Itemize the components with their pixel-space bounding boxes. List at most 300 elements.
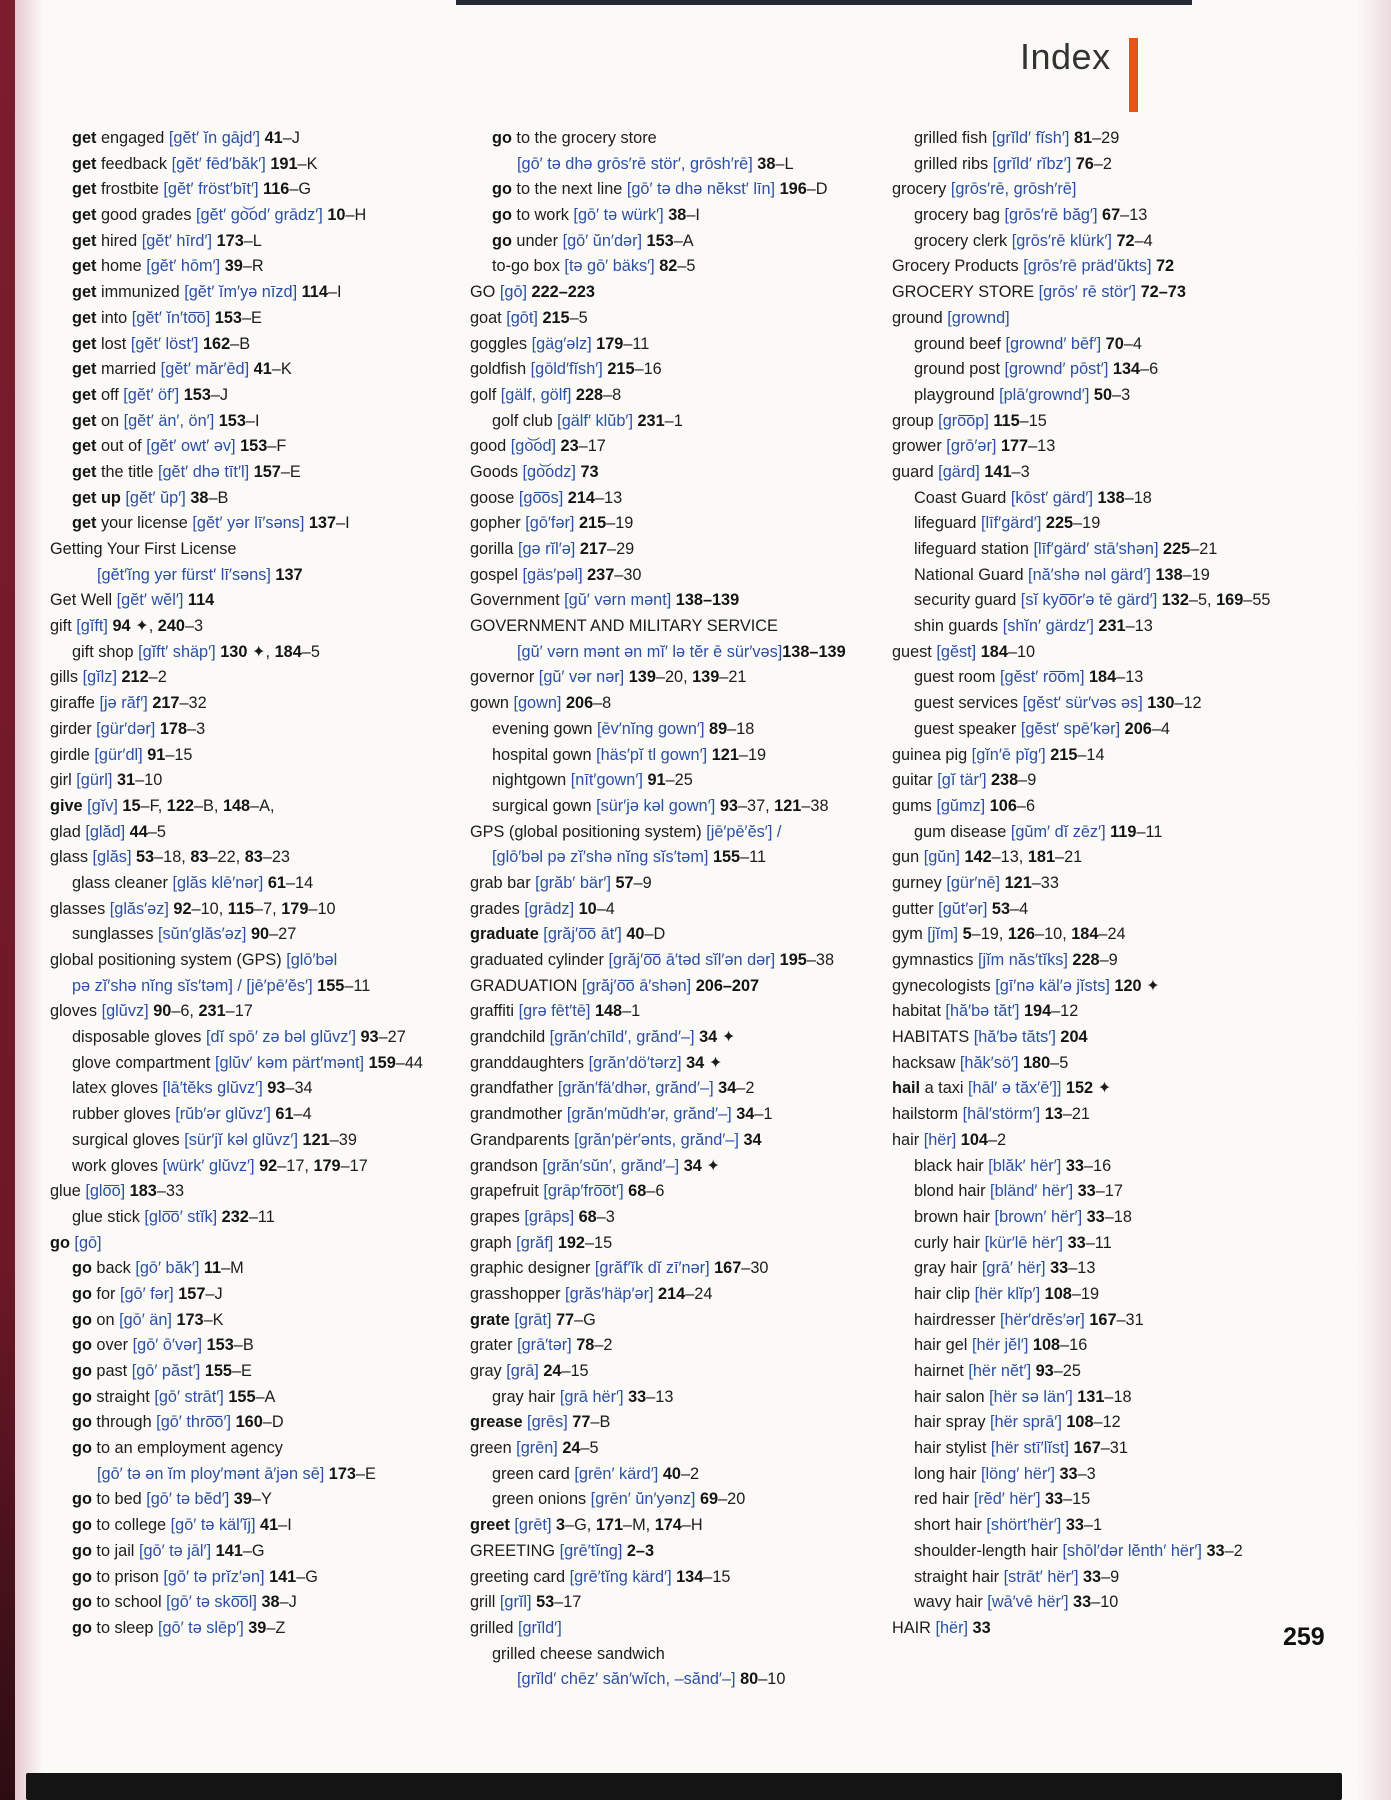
entry-term-or-page-ref: 69: [699, 1490, 719, 1509]
entry-text: feedback: [96, 154, 172, 173]
entry-term-or-page-ref: 225: [1045, 514, 1074, 533]
entry-pronunciation: [gĕt′ öf′]: [123, 385, 184, 404]
entry-text: ✦: [717, 1028, 736, 1047]
entry-text: –4: [1151, 719, 1170, 738]
index-entry: [892, 357, 1372, 383]
entry-term-or-page-ref: 228: [575, 385, 604, 404]
entry-text: hairdresser: [914, 1310, 1000, 1329]
entry-text: shin guards: [914, 617, 1003, 636]
entry-text: hair stylist: [914, 1439, 991, 1458]
entry-text: –5,: [1188, 591, 1217, 610]
entry-pronunciation: [grādz]: [524, 899, 579, 918]
entry-pronunciation: [gō′ tə sko͞ol]: [166, 1593, 262, 1612]
index-entry: [470, 1590, 882, 1616]
entry-term-or-page-ref: 231: [1098, 617, 1126, 636]
entry-pronunciation: [gō′ păst′]: [131, 1362, 205, 1380]
entry-pronunciation: [gō′ tə dhə nĕkst′ līn]: [626, 180, 780, 199]
entry-text: –11: [344, 976, 371, 995]
entry-text: –5: [1050, 1053, 1069, 1072]
entry-text: graphic designer: [470, 1259, 595, 1278]
entry-term-or-page-ref: 141: [215, 1541, 243, 1560]
entry-term-or-page-ref: 13: [1044, 1105, 1063, 1124]
entry-text: –30: [741, 1259, 769, 1278]
entry-pronunciation: [grēs]: [527, 1413, 573, 1432]
entry-pronunciation: [hër sə län′]: [989, 1387, 1078, 1406]
entry-text: –31: [1100, 1439, 1128, 1458]
entry-text: –A: [255, 1387, 276, 1406]
entry-term-or-page-ref: hail: [892, 1079, 921, 1098]
index-entry: [892, 820, 1372, 846]
entry-term-or-page-ref: 33: [1059, 1464, 1078, 1483]
entry-pronunciation: [grĭld′ chēz′ săn′wĭch, –sănd′–]: [517, 1670, 741, 1689]
entry-text: ground: [892, 308, 948, 327]
index-entry: [892, 743, 1372, 769]
entry-text: hair salon: [914, 1387, 990, 1406]
entry-pronunciation: pə zĭ′shə nĭng sĭs′təm] / [jē′pē′ĕs′]: [72, 976, 318, 995]
index-column-3: [892, 126, 1372, 1642]
entry-term-or-page-ref: get: [72, 411, 97, 430]
entry-pronunciation: [hër klĭp′]: [974, 1284, 1045, 1303]
entry-text: –19: [606, 514, 634, 533]
entry-term-or-page-ref: 83: [190, 848, 209, 867]
entry-term-or-page-ref: go: [72, 1362, 92, 1380]
index-entry: [50, 640, 462, 666]
entry-term-or-page-ref: get: [72, 360, 97, 379]
index-entry: [892, 563, 1372, 589]
entry-text: golf club: [492, 411, 558, 430]
entry-text: –6: [1016, 796, 1036, 815]
entry-pronunciation: [gĕst′ ro͞om]: [999, 668, 1089, 687]
index-entry: [50, 434, 462, 460]
entry-text: –13: [1028, 437, 1056, 456]
entry-text: –2: [594, 1336, 613, 1355]
entry-term-or-page-ref: 206–207: [695, 976, 760, 995]
entry-pronunciation: [grăn′sŭn′, grănd′–]: [542, 1156, 684, 1175]
entry-pronunciation: [gōt]: [506, 308, 543, 327]
index-entry: [470, 460, 882, 486]
entry-pronunciation: [gür′dər]: [96, 719, 160, 738]
entry-term-or-page-ref: 157: [253, 462, 281, 481]
entry-text: –9: [1018, 771, 1037, 790]
entry-pronunciation: [grēn′ kärd′]: [574, 1464, 663, 1483]
index-entry: [892, 203, 1372, 229]
entry-term-or-page-ref: 132: [1161, 591, 1189, 610]
index-entry: [470, 871, 882, 897]
entry-term-or-page-ref: 157: [178, 1284, 206, 1303]
index-entry: [470, 126, 882, 152]
entry-term-or-page-ref: 31: [116, 771, 136, 790]
entry-text: –15: [1019, 411, 1047, 430]
index-entry: [470, 717, 882, 743]
entry-term-or-page-ref: get: [72, 462, 97, 481]
entry-text: –19: [1182, 565, 1210, 584]
entry-term-or-page-ref: 215: [1050, 745, 1078, 764]
entry-text: good: [470, 437, 511, 456]
index-entry: [470, 1462, 882, 1488]
entry-term-or-page-ref: 61: [275, 1105, 294, 1124]
entry-pronunciation: [grĭld′ fĭsh′]: [991, 129, 1074, 147]
entry-text: –17: [225, 1002, 253, 1021]
entry-pronunciation: [gälf, gölf]: [500, 385, 576, 404]
entry-pronunciation: [hăk′sö′]: [959, 1053, 1023, 1072]
entry-text: ✦,: [130, 617, 158, 636]
entry-term-or-page-ref: 24: [562, 1439, 581, 1458]
entry-text: greeting card: [470, 1567, 570, 1586]
entry-text: –1: [1083, 1516, 1103, 1535]
entry-term-or-page-ref: 2–3: [626, 1541, 655, 1560]
entry-text: green: [470, 1439, 517, 1458]
entry-text: –38: [806, 951, 834, 969]
entry-text: –A,: [250, 796, 275, 815]
entry-text: –D: [262, 1413, 284, 1432]
entry-text: under: [511, 231, 563, 250]
entry-text: –17: [1095, 1182, 1123, 1201]
index-entry: [470, 1025, 882, 1051]
entry-pronunciation: [gĕt′ wĕl′]: [116, 591, 188, 610]
index-entry: [892, 1462, 1372, 1488]
entry-text: –15: [1063, 1490, 1091, 1509]
entry-term-or-page-ref: 180: [1023, 1053, 1051, 1072]
entry-text: –6: [1140, 360, 1159, 379]
index-entry: [892, 1436, 1372, 1462]
entry-pronunciation: [gĭn′ē pĭg′]: [971, 745, 1051, 764]
entry-pronunciation: [gŭ′ vər nər]: [538, 668, 629, 687]
entry-pronunciation: [hër′drĕs′ər]: [999, 1310, 1090, 1329]
entry-text: grocery clerk: [914, 231, 1012, 250]
entry-text: –34: [285, 1079, 313, 1098]
entry-text: –B: [233, 1336, 254, 1355]
entry-term-or-page-ref: 184: [1089, 668, 1117, 687]
entry-term-or-page-ref: 34: [683, 1156, 702, 1175]
entry-term-or-page-ref: grate: [470, 1310, 510, 1329]
entry-text: hair spray: [914, 1413, 991, 1432]
entry-term-or-page-ref: 114: [187, 591, 215, 610]
entry-text: group: [892, 411, 939, 430]
entry-text: engaged: [96, 129, 169, 147]
index-entry: [470, 1487, 882, 1513]
entry-term-or-page-ref: go: [492, 180, 512, 199]
entry-pronunciation: [gō′ tə würk′]: [573, 206, 669, 225]
entry-pronunciation: [gälf′ klŭb′]: [557, 411, 638, 430]
entry-text: a taxi: [920, 1079, 969, 1098]
index-column-1: [50, 126, 462, 1642]
entry-pronunciation: [gĕt′ fēd′băk′]: [171, 154, 271, 173]
entry-term-or-page-ref: 191: [270, 154, 298, 173]
entry-text: gift: [50, 617, 77, 636]
entry-term-or-page-ref: 204: [1060, 1028, 1088, 1047]
entry-text: Get Well: [50, 591, 117, 610]
entry-text: hailstorm: [892, 1105, 963, 1124]
entry-text: ✦: [1093, 1079, 1112, 1098]
entry-text: surgical gown: [492, 796, 597, 815]
entry-pronunciation: [grăf′ĭk dĭ zī′nər]: [594, 1259, 715, 1278]
index-entry: [50, 1256, 462, 1282]
page-bottom-edge: [26, 1773, 1342, 1800]
entry-term-or-page-ref: 34: [686, 1053, 705, 1072]
entry-term-or-page-ref: get: [72, 180, 97, 199]
index-entry: [470, 1436, 882, 1462]
index-entry: [50, 1385, 462, 1411]
entry-text: –15: [165, 745, 193, 764]
entry-term-or-page-ref: 153: [646, 231, 674, 250]
index-entry: [892, 1102, 1372, 1128]
entry-text: –A: [673, 231, 694, 250]
entry-term-or-page-ref: 196: [779, 180, 807, 199]
entry-pronunciation: [hër jĕl′]: [971, 1336, 1033, 1355]
entry-text: –25: [665, 771, 693, 790]
entry-text: –E: [241, 308, 262, 327]
entry-text: black hair: [914, 1156, 989, 1175]
index-entry: [50, 126, 462, 152]
entry-text: glasses: [50, 899, 110, 918]
index-entry: [50, 999, 462, 1025]
entry-term-or-page-ref: 93: [719, 796, 738, 815]
entry-text: gorilla: [470, 540, 518, 558]
entry-text: –1: [664, 411, 683, 430]
index-entry: [50, 1051, 462, 1077]
index-entry: [470, 229, 882, 255]
entry-text: gum disease: [914, 822, 1011, 841]
entry-pronunciation: [sĭ kyo͞or′ə tē gärd′]: [1020, 591, 1162, 610]
entry-pronunciation: [tə gō′ bäks′]: [564, 257, 660, 276]
entry-term-or-page-ref: 120: [1114, 976, 1142, 995]
entry-pronunciation: [grā hër′]: [559, 1387, 629, 1406]
entry-term-or-page-ref: 39: [248, 1618, 267, 1637]
index-entry: [470, 1642, 882, 1668]
index-entry: [470, 486, 882, 512]
entry-text: lost: [96, 334, 131, 353]
entry-pronunciation: [rĕd′ hër′]: [973, 1490, 1045, 1509]
index-entry: [470, 434, 882, 460]
entry-text: –37,: [737, 796, 775, 815]
entry-text: grapes: [470, 1207, 525, 1226]
entry-term-or-page-ref: 68: [578, 1207, 597, 1226]
entry-text: GROCERY STORE: [892, 283, 1039, 302]
index-entry: [470, 820, 882, 846]
index-entry: [470, 640, 882, 666]
index-entry: [892, 1282, 1372, 1308]
entry-text: –29: [607, 540, 635, 558]
entry-text: –12: [1051, 1002, 1079, 1021]
entry-term-or-page-ref: 61: [267, 873, 286, 892]
entry-pronunciation: [gō′ ŭn′dər]: [562, 231, 647, 250]
entry-term-or-page-ref: 232: [221, 1207, 249, 1226]
index-entry: [892, 1076, 1372, 1102]
entry-term-or-page-ref: 130: [1147, 694, 1175, 713]
index-entry: [50, 383, 462, 409]
entry-text: –J: [210, 385, 229, 404]
index-entry: [892, 897, 1372, 923]
index-entry: [50, 460, 462, 486]
entry-pronunciation: [jə răf′]: [99, 694, 153, 713]
entry-text: –E: [231, 1362, 252, 1380]
entry-text: –19: [1073, 514, 1101, 533]
entry-text: goat: [470, 308, 507, 327]
entry-term-or-page-ref: go: [492, 206, 512, 225]
entry-text: back: [91, 1259, 136, 1278]
entry-text: –20,: [655, 668, 693, 687]
entry-text: –3: [596, 1207, 615, 1226]
entry-term-or-page-ref: 23: [560, 437, 579, 456]
entry-term-or-page-ref: 83: [244, 848, 263, 867]
entry-text: guard: [892, 462, 939, 481]
entry-term-or-page-ref: 155: [712, 848, 741, 867]
index-entry: [50, 974, 462, 1000]
index-entry: [50, 1205, 462, 1231]
index-entry: [50, 691, 462, 717]
entry-text: grades: [470, 899, 525, 918]
entry-text: –13: [1120, 206, 1148, 225]
entry-text: straight hair: [914, 1567, 1004, 1586]
index-entry: [470, 383, 882, 409]
entry-term-or-page-ref: 231: [637, 411, 665, 430]
entry-term-or-page-ref: 108: [1044, 1284, 1072, 1303]
entry-pronunciation: [gĕt′ go͝od′ grādz′]: [196, 206, 328, 225]
entry-text: your license: [96, 514, 193, 533]
index-entry: [470, 152, 882, 178]
entry-pronunciation: [grăs′häp′ər]: [565, 1284, 659, 1303]
entry-text: –21: [1190, 540, 1218, 558]
entry-text: –13,: [991, 848, 1028, 867]
index-entry: [470, 409, 882, 435]
entry-pronunciation: [brown′ hër′]: [994, 1207, 1087, 1226]
entry-pronunciation: [gĭft′ shäp′]: [138, 642, 221, 661]
entry-text: hair clip: [914, 1284, 975, 1303]
entry-term-or-page-ref: 162: [202, 334, 231, 353]
index-entry: [470, 665, 882, 691]
entry-text: to work: [511, 206, 574, 225]
entry-term-or-page-ref: 33: [628, 1387, 647, 1406]
entry-pronunciation: [hāl′ ə tăx′ē′]]: [968, 1079, 1066, 1098]
entry-pronunciation: [gō′ tə käl′ĭj]: [170, 1516, 261, 1535]
index-entry: [470, 332, 882, 358]
entry-text: –10: [1091, 1593, 1119, 1612]
entry-term-or-page-ref: 231: [198, 1002, 226, 1021]
entry-text: shoulder-length hair: [914, 1541, 1063, 1560]
entry-term-or-page-ref: 142: [964, 848, 992, 867]
entry-text: gutter: [892, 899, 939, 918]
index-entry: [50, 1076, 462, 1102]
entry-text: –16: [1083, 1156, 1112, 1175]
entry-term-or-page-ref: 153: [183, 385, 211, 404]
entry-text: hair gel: [914, 1336, 972, 1355]
index-entry: [470, 1282, 882, 1308]
entry-term-or-page-ref: 179: [313, 1156, 341, 1175]
entry-pronunciation: [grā′ hër]: [981, 1259, 1051, 1278]
entry-text: –21: [719, 668, 747, 687]
entry-term-or-page-ref: 148: [594, 1002, 623, 1021]
entry-text: –4: [1134, 231, 1153, 250]
entry-pronunciation: [grăn′chīld′, grănd′–]: [549, 1028, 700, 1047]
entry-text: –9: [1101, 1567, 1120, 1586]
entry-pronunciation: [grownd]: [947, 308, 1010, 327]
entry-term-or-page-ref: 178: [159, 719, 188, 738]
entry-text: wavy hair: [914, 1593, 988, 1612]
entry-text: –55: [1243, 591, 1271, 610]
entry-pronunciation: [würk′ glŭvz′]: [162, 1156, 260, 1175]
entry-term-or-page-ref: 33: [1086, 1207, 1105, 1226]
entry-text: –5: [301, 642, 320, 661]
entry-text: –K: [203, 1310, 224, 1329]
entry-pronunciation: [gĕt′ löst′]: [130, 334, 203, 353]
entry-term-or-page-ref: 33: [972, 1618, 991, 1637]
entry-term-or-page-ref: 173: [176, 1310, 204, 1329]
entry-text: –33: [1031, 873, 1059, 892]
entry-term-or-page-ref: go: [50, 1233, 70, 1252]
entry-pronunciation: [blăk′ hër′]: [988, 1156, 1066, 1175]
entry-term-or-page-ref: 214: [567, 488, 595, 507]
entry-text: –I: [278, 1516, 292, 1535]
index-entry: [470, 1051, 882, 1077]
entry-text: grasshopper: [470, 1284, 566, 1303]
entry-term-or-page-ref: get: [72, 154, 97, 173]
entry-pronunciation: [gō′ tə slēp′]: [157, 1618, 249, 1637]
entry-pronunciation: [gärd]: [938, 462, 985, 481]
entry-text: gums: [892, 796, 937, 815]
page-header: [1020, 36, 1138, 112]
entry-text: –4: [293, 1105, 312, 1124]
entry-text: –22,: [208, 848, 245, 867]
entry-text: –F: [267, 437, 287, 456]
entry-text: –E: [280, 462, 301, 481]
entry-pronunciation: [gĕt′ owt′ əv]: [146, 437, 241, 456]
entry-pronunciation: [grōs′rē klürk′]: [1011, 231, 1117, 250]
entry-term-or-page-ref: 57: [615, 873, 634, 892]
entry-term-or-page-ref: 217: [152, 694, 180, 713]
entry-text: –29: [1092, 129, 1120, 147]
entry-term-or-page-ref: 167: [1089, 1310, 1117, 1329]
entry-term-or-page-ref: 73: [580, 462, 599, 481]
entry-term-or-page-ref: 33: [1083, 1567, 1102, 1586]
entry-pronunciation: [grāps]: [524, 1207, 579, 1226]
entry-text: –15: [703, 1567, 731, 1586]
entry-term-or-page-ref: 76: [1075, 154, 1094, 173]
entry-text: golf: [470, 385, 501, 404]
entry-term-or-page-ref: 33: [1065, 1156, 1084, 1175]
index-entry: [470, 254, 882, 280]
entry-term-or-page-ref: 39: [224, 257, 243, 276]
entry-text: –10: [308, 899, 336, 918]
entry-text: –8: [603, 385, 622, 404]
entry-term-or-page-ref: 153: [240, 437, 268, 456]
entry-text: disposable gloves: [72, 1028, 206, 1047]
entry-text: guest room: [914, 668, 1000, 687]
entry-text: blond hair: [914, 1182, 991, 1201]
index-entry: [50, 1565, 462, 1591]
entry-term-or-page-ref: 240: [157, 617, 185, 636]
entry-text: home: [96, 257, 147, 276]
entry-text: –B: [590, 1413, 611, 1432]
index-entry: [892, 1154, 1372, 1180]
entry-text: –2: [987, 1130, 1007, 1149]
entry-pronunciation: [nă′shə nəl gärd′]: [1028, 565, 1156, 584]
entry-term-or-page-ref: get: [72, 129, 97, 147]
entry-text: graduated cylinder: [470, 951, 609, 969]
index-entry: [50, 948, 462, 974]
index-entry: [50, 1359, 462, 1385]
entry-text: –2: [736, 1079, 755, 1098]
entry-text: grandson: [470, 1156, 543, 1175]
entry-term-or-page-ref: 114: [301, 283, 328, 302]
entry-term-or-page-ref: 155: [228, 1387, 256, 1406]
entry-text: guinea pig: [892, 745, 972, 764]
entry-pronunciation: [glăd]: [85, 822, 130, 841]
index-entry: [892, 1565, 1372, 1591]
entry-text: –10: [135, 771, 163, 790]
entry-text: grater: [470, 1336, 518, 1355]
index-entry: [50, 1231, 462, 1257]
entry-pronunciation: [gĕt′ hīrd′]: [141, 231, 217, 250]
